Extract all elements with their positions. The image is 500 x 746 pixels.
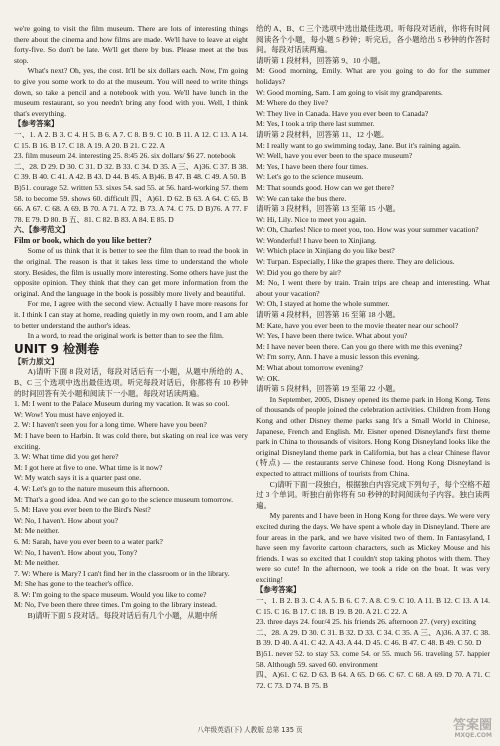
text-line: W: Oh, Charles! Nice to meet you, too. How was your summer vacation? [256,225,479,235]
text-line: we're going to visit the film museum. There are lots of interesting things there about the cinema and how films are made. We'll have to leave at eight forty-five. So don't be late. We'll get there by bus. Please meet at the bus stop. [14,24,248,65]
left-column [14,24,248,704]
paragraph: In September, 2005, Disney opened its theme park in Hong Kong. Tens of thousands of people joined the celebration activities. Children from Hong Kong and other Disney theme parks sang It's a Small World in Chinese, Japanese, French and English. Mr. Eisner opened Disneyland's first theme park in China to thousands of visitors. Hong Kong Disneyland looks like the original Disneyland theme park in California, but has a clear Chinese flavor (特点) — the restaurants serve Chinese food. Hong Kong Disneyland is expected to attract millions of tourists from China. [256,394,490,478]
text-line: W: Oh, I stayed at home the whole summer. [256,299,390,309]
text-line: W: Good morning, Sam. I am going to visit my grandparents. [256,87,443,97]
text-line: M: I got here at five to one. What time is it now? [14,462,163,472]
essay-title: Film or book, which do you like better? [14,235,152,245]
text-line: M: Me neither. [14,558,60,568]
text-line: 3. W: What time did you get here? [14,452,119,462]
text-line: 5. M: Have you ever been to the Bird's Nest? [14,505,151,515]
text-line: 请听第 1 段材料，回答第 9、10 小题。 [256,55,386,65]
text-line: 2. W: I haven't seen you for a long time. Where have you been? [14,420,207,430]
text-line: W: Wow! You must have enjoyed it. [14,409,124,419]
text-line: 请听第 3 段材料，回答第 13 至第 15 小题。 [256,204,401,214]
watermark-logo [452,717,492,742]
text-line: M: Kate, have you ever been to the movie theater near our school? [256,320,459,330]
text-line: B)51. never 52. to stay 53. come 54. or 55. much 56. traveling 57. happier 58. Although 59. saved 60. environment [256,649,490,669]
text-line: M: No, I've been there three times. I'm going to the library instead. [14,600,217,610]
text-line: M: I have been to Harbin. It was cold there, but skating on real ice was very exciting. [14,430,248,451]
text-line: W: They live in Canada. Have you ever been to Canada? [256,108,429,118]
watermark-url: MXQE.COM [454,732,492,740]
text-line: W: Turpan. Especially, I like the grapes there. They are delicious. [256,257,455,267]
section-heading: 【参考答案】 [14,119,59,129]
right-column [256,24,490,704]
page-footer: 八年级英语(下) 人教版 总第 135 页 [197,726,303,735]
section-heading: 【参考答案】 [256,585,301,595]
section-heading: 六、【参考范文】 [14,225,70,235]
text-line: 1. M: I went to the Palace Museum during my vacation. It was so cool. [14,399,230,409]
text-line: W: Yes, I have been there twice. What about you? [256,331,408,341]
text-line: W: Let's go to the science museum. [256,172,364,182]
text-line: M: I really want to go swimming today, Jane. But it's raining again. [256,140,461,150]
text-line: W: Wonderful! I have been to Xinjiang. [256,235,377,245]
paragraph: B)请听下面 5 段对话。每段对话后有几个小题，从题中所 [27,611,218,621]
text-line: W: No, I haven't. How about you? [14,515,118,525]
text-line: 4. W: Let's go to the nature museum this afternoon. [14,483,170,493]
text-line: 一、1. B 2. B 3. C 4. A 5. B 6. C 7. A 8. C 9. C 10. A 11. B 12. C 13. A 14. C 15. C 16. B 17. C 18. B 19. B 20. A 21. C 22. A [256,596,490,616]
unit-title: UNIT 9 检测卷 [14,341,100,356]
text-line: 23. three days 24. four/4 25. his friends 26. afternoon 27. (very) exciting [256,617,476,627]
text-line: M: That's a good idea. And we can go to the science museum tomorrow. [14,494,234,504]
text-line: 23. film museum 24. interesting 25. 8:45 26. six dollars/ $6 27. notebook [14,151,236,161]
text-line: 四、A)61. C 62. D 63. B 64. A 65. D 66. C 67. C 68. A 69. D 70. A 71. C 72. C 73. D 74. B 75. B [256,670,490,690]
text-line: W: Hi, Lily. Nice to meet you again. [256,214,367,224]
text-line: W: I'm sorry, Ann. I have a music lesson this evening. [256,352,420,362]
text-line: 7. W: Where is Mary? I can't find her in the classroom or in the library. [14,568,230,578]
text-line: 二、28. A 29. D 30. C 31. B 32. D 33. C 34. C 35. A 三、A)36. A 37. C 38. B 39. D 40. A 41. C 42. A 43. A 44. D 45. C 46. B 47. C 48. B 49. C 50. D [256,627,490,648]
text-line: 请听第 4 段材料，回答第 16 至第 18 小题。 [256,310,401,320]
text-line: W: No, I haven't. How about you, Tony? [14,547,138,557]
text-line: 6. M: Sarah, have you ever been to a water park? [14,536,163,546]
text-line: M: What about tomorrow evening? [256,363,363,372]
text-line: M: Yes, I have been there four times. [256,161,369,171]
text-line: M: I have never been there. Can you go there with me this evening? [256,341,463,351]
text-line: W: Did you go there by air? [256,267,341,277]
text-line: 8. W: I'm going to the space museum. Would you like to come? [14,589,207,599]
text-line: M: That sounds good. How can we get there? [256,182,394,192]
two-columns [14,24,490,704]
paragraph: In a word, to read the original work is better than to see the film. [27,331,224,341]
paragraph: What's next? Oh, yes, the cost. It'll be six dollars each. Now, I'm going to give you some work to do at the museum. You will need to write things down, so take a pencil and a notebook with you. We'll have lunch in the museum restaurant, so you needn't bring any food with you. Well, I think that's everything. [14,66,248,118]
text-line: M: Good morning, Emily. What are you going to do for the summer holidays? [256,66,490,86]
text-line: 一、1. A 2. B 3. C 4. H 5. B 6. A 7. C 8. B 9. C 10. B 11. A 12. C 13. A 14. C 15. B 16. B 17. C 18. A 19. A 20. B 21. C 22. A [14,129,248,150]
paragraph: C)请听下面一段独白，根据独白内容完成下列句子，每个空格不超过 3 个单词。听独白前你将有 50 秒钟的时间阅读句子内容。独白读两遍。 [256,479,490,510]
text-line: 二、28. D 29. D 30. C 31. D 32. B 33. C 34. D 35. A 三、A)36. C 37. B 38. C 39. B 40. C 41. A 42. B 43. D 44. B 45. A B)46. B 47. B 48. C 49. A 50. B [14,161,248,182]
text-line: W: We can take the bus there. [256,193,347,203]
paragraph: A)请听下面 8 段对话，每段对话后有一小题，从题中所给的 A、B、C 三个选项中选出最佳选项。听完每段对话后，你都将有 10 秒钟的时间回答有关小题和阅读下一小题。每段对话读两遍。 [14,367,248,398]
text-line: W: OK. [256,373,280,383]
text-line: 请听第 2 段材料，回答第 11、12 小题。 [256,129,389,139]
text-line: M: Where do they live? [256,98,328,108]
text-line: M: Yes, I took a trip there last summer. [256,119,375,129]
paragraph: Some of us think that it is better to see the film than to read the book in the original. The reason is that it takes less time to understand the whole story. Besides, the film is usually more interesting. Some others have just the opposite opinion. They think that they can get more information from the original. And the language in the book is possibly more lively and beautiful. [14,246,248,298]
text-line: W: My watch says it is a quarter past one. [14,473,142,483]
text-line: 给的 A、B、C 三个选项中选出最佳选项。听每段对话前，你将有时间阅读各个小题，每小题 5 秒钟；听完后，各小题给出 5 秒钟的作答时间。每段对话读两遍。 [256,24,490,55]
section-heading: 【听力原文】 [14,356,59,366]
text-line: B)51. courage 52. written 53. sixes 54. sad 55. at 56. hard-working 57. them 58. to become 59. shows 60. difficult 四、A)61. D 62. B 63. A 64. C 65. B 66. A 67. C 68. A 69. B 70. A 71. A 72. B 73. A 74. C 75. D B)76. A 77. F 78. E 79. D 80. B 五、81. C 82. B 83. A 84. E 85. D [14,182,248,224]
text-line: M: Me neither. [14,526,60,536]
text-line: M: No, I went there by train. Train trips are cheap and interesting. What about your vacation? [256,278,490,298]
paragraph: My parents and I have been in Hong Kong for three days. We were very excited during the days. We have spent a whole day in Disneyland. There are four areas in the park, and we have visited two of them. In Fantasyland, I have seen my favorite cartoon characters, such as Mickey Mouse and his friends. I was so excited that I couldn't stop taking photos with them. They were so cute! In the afternoon, we took a ride on the boat. It was very exciting! [256,511,490,584]
paragraph: For me, I agree with the second view. Actually I have more reasons for it. I think I can stay at home, reading quietly in my own room, and I am able to better understand the author's ideas. [14,299,248,330]
text-line: M: She has gone to the teacher's office. [14,579,134,589]
text-line: 请听第 5 段材料，回答第 19 至第 22 小题。 [256,384,401,394]
text-line: W: Which place in Xinjiang do you like best? [256,246,395,256]
watermark-text: 答案圈 [452,717,492,733]
text-line: W: Well, have you ever been to the space museum? [256,151,413,161]
